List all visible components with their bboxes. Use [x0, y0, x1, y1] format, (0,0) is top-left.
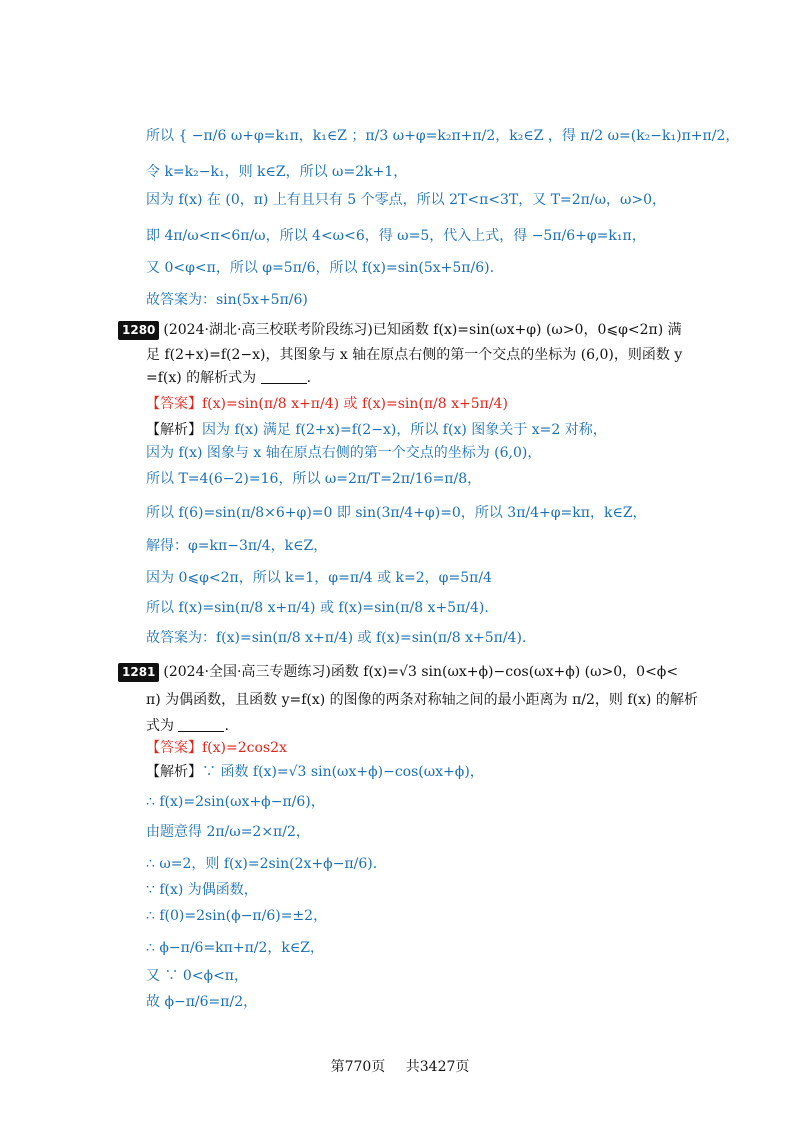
analysis-1281-line-5: ∵ f(x) 为偶函数，: [146, 882, 258, 898]
analysis-1281-line-6: ∴ f(0)=2sin(ϕ−π/6)=±2，: [146, 908, 328, 924]
analysis-text: ∵ 函数 f(x)=√3 sin(ωx+ϕ)−cos(ωx+ϕ)，: [202, 764, 484, 780]
question-1280-line-1: [118, 320, 682, 340]
analysis-text: 因为 f(x) 满足 f(2+x)=f(2−x)，所以 f(x) 图象关于 x=2 对称，: [202, 422, 607, 438]
analysis-label: 【解析】: [146, 764, 202, 780]
question-1281-line-1: [118, 662, 678, 682]
prev-line-6: 故答案为：sin(5x+5π/6): [146, 292, 308, 308]
analysis-1280-line-8: 故答案为：f(x)=sin(π/8 x+π/4) 或 f(x)=sin(π/8 x+5π/4).: [146, 630, 527, 646]
question-1280-text-3: =f(x) 的解析式为: [146, 370, 257, 386]
question-1280-text-1: (2024·湖北·高三校联考阶段练习)已知函数 f(x)=sin(ωx+φ) (ω>0，0⩽φ<2π) 满: [163, 322, 682, 338]
prev-line-4: 即 4π/ω<π<6π/ω，所以 4<ω<6，得 ω=5，代入上式，得 −5π/6+φ=k₁π，: [146, 228, 646, 244]
answer-text: f(x)=2cos2x: [202, 740, 287, 756]
question-number-badge: 1280: [118, 321, 159, 340]
page-footer: [0, 1056, 800, 1076]
page-total: 共3427页: [405, 1059, 470, 1075]
prev-line-5: 又 0<φ<π，所以 φ=5π/6，所以 f(x)=sin(5x+5π/6).: [146, 260, 495, 276]
analysis-1281-line-8: 又 ∵ 0<ϕ<π，: [146, 968, 249, 984]
prev-line-1: 所以 { −π/6 ω+φ=k₁π，k₁∈Z ；π/3 ω+φ=k₂π+π/2，k₂∈Z ，得 π/2 ω=(k₂−k₁)π+π/2，: [146, 128, 740, 144]
question-1281-text-3: 式为: [146, 718, 174, 734]
answer-text: f(x)=sin(π/8 x+π/4) 或 f(x)=sin(π/8 x+5π/4): [202, 396, 508, 412]
answer-blank: [261, 369, 307, 384]
analysis-1281-line-1: [146, 762, 484, 782]
analysis-1281-line-9: 故 ϕ−π/6=π/2，: [146, 994, 258, 1010]
analysis-1281-line-4: ∴ ω=2，则 f(x)=2sin(2x+ϕ−π/6).: [146, 856, 378, 872]
question-1280-line-2: 足 f(2+x)=f(2−x)，其图象与 x 轴在原点右侧的第一个交点的坐标为 (6,0)，则函数 y: [146, 347, 683, 363]
question-1280-line-3: [146, 368, 311, 388]
analysis-1280-line-1: [146, 420, 607, 440]
prev-line-2: 令 k=k₂−k₁，则 k∈Z，所以 ω=2k+1，: [146, 164, 408, 180]
answer-1280: [146, 394, 508, 414]
question-1281-period: .: [224, 718, 229, 734]
question-1281-text-1: (2024·全国·高三专题练习)函数 f(x)=√3 sin(ωx+ϕ)−cos(ωx+ϕ) (ω>0，0<ϕ<: [163, 664, 679, 680]
page-number: 第770页: [330, 1059, 386, 1075]
question-1281-line-2: π) 为偶函数，且函数 y=f(x) 的图像的两条对称轴之间的最小距离为 π/2，则 f(x) 的解析: [146, 692, 698, 708]
analysis-label: 【解析】: [146, 422, 202, 438]
analysis-1280-line-3: 所以 T=4(6−2)=16，所以 ω=2π/T=2π/16=π/8，: [146, 471, 482, 487]
analysis-1280-line-7: 所以 f(x)=sin(π/8 x+π/4) 或 f(x)=sin(π/8 x+5π/4).: [146, 600, 489, 616]
analysis-1280-line-5: 解得：φ=kπ−3π/4，k∈Z，: [146, 538, 328, 554]
question-number-badge: 1281: [118, 663, 159, 682]
answer-label: 【答案】: [146, 396, 202, 412]
prev-line-3: 因为 f(x) 在 (0，π) 上有且只有 5 个零点，所以 2T<π<3T，又 T=2π/ω，ω>0，: [146, 192, 667, 208]
answer-label: 【答案】: [146, 740, 202, 756]
question-1281-line-3: [146, 716, 229, 736]
analysis-1280-line-2: 因为 f(x) 图象与 x 轴在原点右侧的第一个交点的坐标为 (6,0)，: [146, 445, 542, 461]
analysis-1281-line-2: ∴ f(x)=2sin(ωx+ϕ−π/6)，: [146, 794, 325, 810]
analysis-1281-line-7: ∴ ϕ−π/6=kπ+π/2，k∈Z，: [146, 940, 325, 956]
question-1280-period: .: [306, 370, 312, 386]
analysis-1280-line-6: 因为 0⩽φ<2π，所以 k=1，φ=π/4 或 k=2，φ=5π/4: [146, 570, 492, 586]
analysis-1280-line-4: 所以 f(6)=sin(π/8×6+φ)=0 即 sin(3π/4+φ)=0，所以 3π/4+φ=kπ，k∈Z，: [146, 505, 647, 521]
analysis-1281-line-3: 由题意得 2π/ω=2×π/2，: [146, 824, 310, 840]
answer-blank: [178, 717, 224, 732]
answer-1281: [146, 738, 287, 758]
